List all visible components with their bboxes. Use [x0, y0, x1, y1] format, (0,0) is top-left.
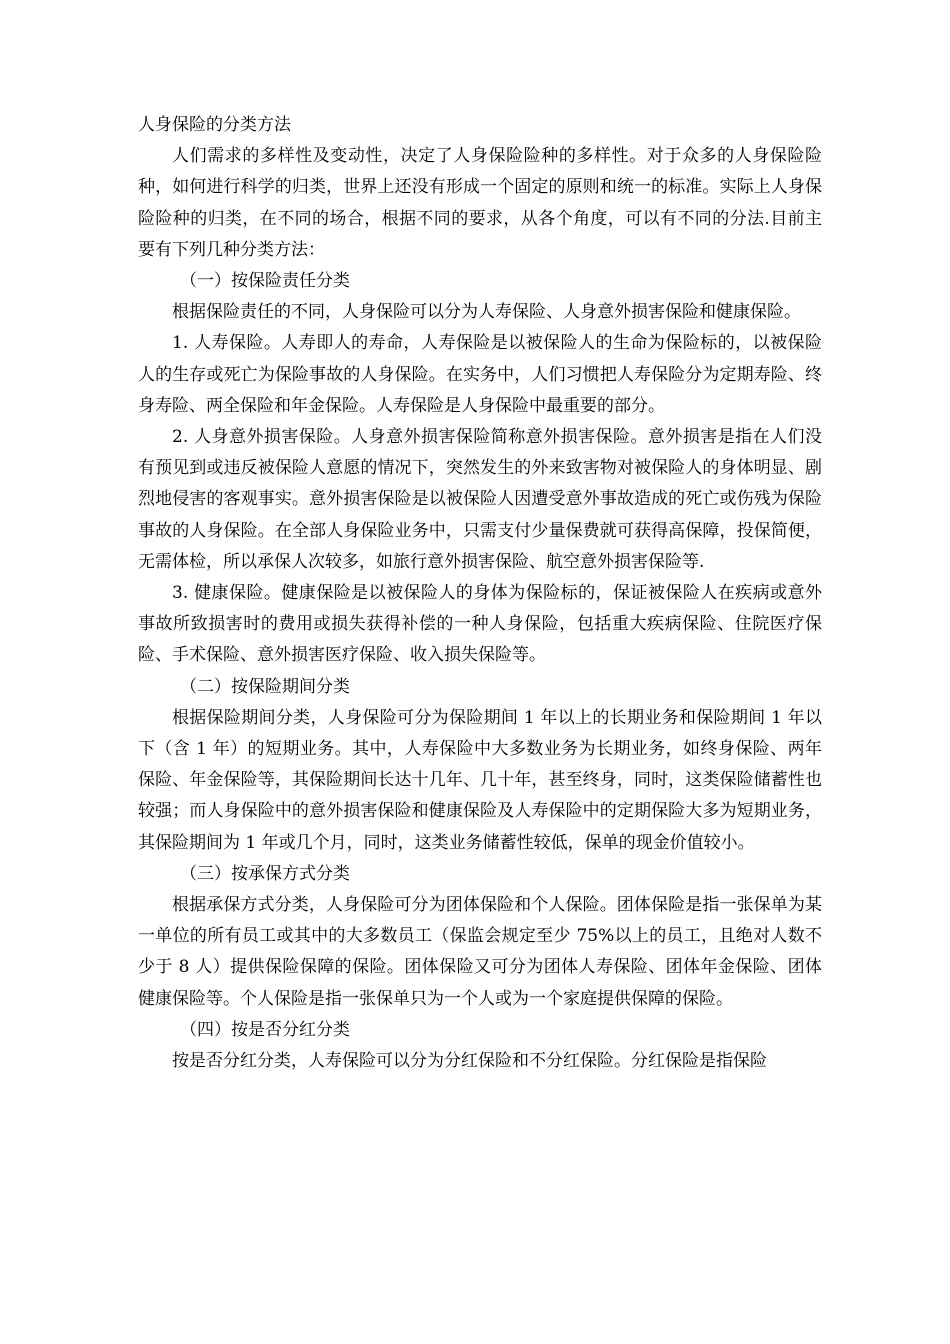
section-heading-2: （二）按保险期间分类	[180, 676, 350, 697]
paragraph-period: 根据保险期间分类，人身保险可分为保险期间 1 年以上的长期业务和保险期间 1 年以下（含 1 年）的短期业务。其中，人寿保险中大多数业务为长期业务，如终身保险、两年保险、年金保险等，其保险期间长达十几年、几十年，甚至终身，同时，这类保险储蓄性也较强；而人身保险中的意外损害保险和健康保险及人寿保险中的定期保险大多为短期业务，其保险期间为 1 年或几个月，同时，这类业务储蓄性较低，保单的现金价值较小。	[138, 707, 822, 853]
paragraph-health-insurance: 3. 健康保险。健康保险是以被保险人的身体为保险标的，保证被保险人在疾病或意外事故所致损害时的费用或损失获得补偿的一种人身保险，包括重大疾病保险、住院医疗保险、手术保险、意外损害医疗保险、收入损失保险等。	[138, 583, 822, 666]
section-heading-1: （一）按保险责任分类	[180, 271, 350, 292]
paragraph-intro: 人们需求的多样性及变动性，决定了人身保险险种的多样性。对于众多的人身保险险种，如何进行科学的归类，世界上还没有形成一个固定的原则和统一的标准。实际上人身保险险种的归类，在不同的场合，根据不同的要求，从各个角度，可以有不同的分法.目前主要有下列几种分类方法：	[138, 146, 822, 260]
paragraph-life-insurance: 1. 人寿保险。人寿即人的寿命，人寿保险是以被保险人的生命为保险标的，以被保险人的生存或死亡为保险事故的人身保险。在实务中，人们习惯把人寿保险分为定期寿险、终身寿险、两全保险和年金保险。人寿保险是人身保险中最重要的部分。	[138, 333, 822, 416]
paragraph-dividend: 按是否分红分类，人寿保险可以分为分红保险和不分红保险。分红保险是指保险	[172, 1051, 767, 1072]
paragraph-responsibility: 根据保险责任的不同，人身保险可以分为人寿保险、人身意外损害保险和健康保险。	[172, 302, 801, 323]
section-heading-3: （三）按承保方式分类	[180, 863, 350, 884]
paragraph-accident-insurance: 2. 人身意外损害保险。人身意外损害保险简称意外损害保险。意外损害是指在人们没有预见到或违反被保险人意愿的情况下，突然发生的外来致害物对被保险人的身体明显、剧烈地侵害的客观事实。意外损害保险是以被保险人因遭受意外事故造成的死亡或伤残为保险事故的人身保险。在全部人身保险业务中，只需支付少量保费就可获得高保障，投保简便，无需体检，所以承保人次较多，如旅行意外损害保险、航空意外损害保险等.	[138, 427, 822, 572]
section-heading-4: （四）按是否分红分类	[180, 1019, 350, 1040]
document-title: 人身保险的分类方法	[138, 115, 291, 135]
document-page	[138, 110, 822, 1077]
paragraph-underwriting: 根据承保方式分类，人身保险可分为团体保险和个人保险。团体保险是指一张保单为某一单位的所有员工或其中的大多数员工（保监会规定至少 75%以上的员工，且绝对人数不少于 8 人）提供保险保障的保险。团体保险又可分为团体人寿保险、团体年金保险、团体健康保险等。个人保险是指一张保单只为一个人或为一个家庭提供保障的保险。	[138, 895, 822, 1009]
